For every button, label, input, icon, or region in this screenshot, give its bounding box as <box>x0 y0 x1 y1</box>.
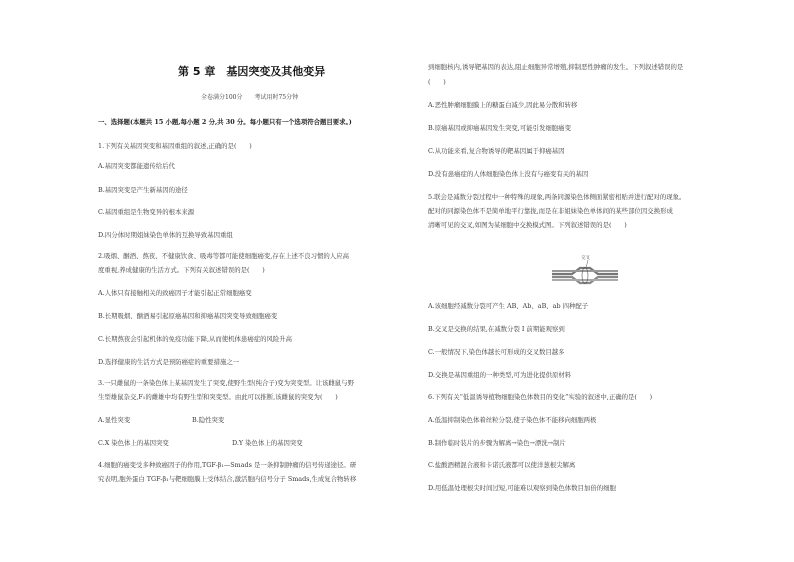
q3-stem-1: 3.一只雌鼠的一条染色体上某基因发生了突变,使野生型(纯合子)变为突变型。让该雌鼠与野 <box>98 379 354 387</box>
q1-option-c: C.基因重组是生物变异的根本来源 <box>98 208 195 216</box>
chiasma-mark <box>582 268 588 284</box>
crossover-diagram <box>550 254 620 298</box>
q3-option-b: B.隐性突变 <box>192 416 225 424</box>
q5-option-b: B.交叉是交换的结果,在减数分裂 Ⅰ 前期能观察到 <box>428 325 565 333</box>
q3-option-c: C.X 染色体上的基因突变 <box>98 439 169 447</box>
q1-option-a: A.基因突变都能遗传给后代 <box>98 162 175 170</box>
q6-option-b: B.制作临时装片的步骤为解离→染色→漂洗→制片 <box>428 439 566 447</box>
q1-option-b: B.基因突变是产生新基因的途径 <box>98 186 188 194</box>
q5-option-d: D.交换是基因重组的一种类型,可为进化提供原材料 <box>428 371 572 379</box>
q5-stem-3: 清晰可见的交叉,如图为某细胞中交换模式图。下列叙述错误的是( ) <box>428 221 627 229</box>
q3-stem-2: 生型雄鼠杂交,F₁的雌雄中均有野生型和突变型。由此可以推断,该雌鼠的突变为( ) <box>98 393 338 401</box>
q1-option-d: D.四分体时期姐妹染色单体的互换导致基因重组 <box>98 231 233 239</box>
q4-stem-1: 4.细胞的癌变受多种致癌因子的作用,TGF-β₁—Smads 是一条抑制肿瘤的信号传递途径。研 <box>98 461 357 469</box>
q5-stem-1: 5.联会是减数分裂过程中一种特殊的现象,两条同源染色体侧面紧密相贴并进行配对的现象。 <box>428 193 686 201</box>
q5-option-a: A.该细胞经减数分裂可产生 AB、Ab、aB、ab 四种配子 <box>428 302 589 310</box>
q5-stem-2: 配对的同源染色体不是简单地平行靠拢,而是在非姐妹染色单体间的某些部位因交换形成 <box>428 207 673 215</box>
section-heading: 一、选择题(本题共 15 小题,每小题 2 分,共 30 分。每小题只有一个选项符合题目要求。) <box>98 118 352 126</box>
exam-meta: 全卷满分100分 考试用时75分钟 <box>201 94 299 101</box>
crossover-figure <box>550 254 620 294</box>
q3-option-a: A.显性突变 <box>98 416 131 424</box>
q1-stem: 1.下列有关基因突变和基因重组的叙述,正确的是( ) <box>98 142 252 150</box>
q3-option-d: D.Y 染色体上的基因突变 <box>232 439 303 447</box>
q6-option-c: C.盐酸酒精混合液和卡诺氏液都可以使洋葱根尖解离 <box>428 461 576 469</box>
q4-option-b: B.原癌基因或抑癌基因发生突变,可能引发细胞癌变 <box>428 124 571 132</box>
q4-option-c: C.从功能来看,复合物诱导的靶基因属于抑癌基因 <box>428 147 565 155</box>
q4-option-a: A.恶性肿瘤细胞膜上的糖蛋白减少,因此易分散和转移 <box>428 101 578 109</box>
q4-option-d: D.没有患癌症的人体细胞染色体上没有与癌变有关的基因 <box>428 170 589 178</box>
q2-option-b: B.长期吸烟、酗酒易引起原癌基因和抑癌基因突变导致细胞癌变 <box>98 312 278 320</box>
q6-stem: 6.下列有关“低温诱导植物细胞染色体数目的变化”实验的叙述中,正确的是( ) <box>428 393 653 401</box>
q4-stem-2: 究表明,胞外蛋白 TGF-β₁与靶细胞膜上受体结合,激活胞内信号分子 Smads,生成复合物转移 <box>98 475 357 483</box>
q2-option-a: A.人体只有接触相关的致癌因子才能引起正常细胞癌变 <box>98 289 252 297</box>
page-title: 第 5 章 基因突变及其他变异 <box>178 65 326 78</box>
q2-option-c: C.长期熬夜会引起机体的免疫功能下降,从而使机体患癌症的风险升高 <box>98 335 293 343</box>
q4-stem-4: ( ) <box>428 78 446 86</box>
q4-stem-3: 到细胞核内,诱导靶基因的表达,阻止细胞异常增殖,抑制恶性肿瘤的发生。下列叙述错误的是 <box>428 63 684 71</box>
label-pointer <box>586 260 588 268</box>
crossover-label: 交叉 <box>581 256 590 261</box>
q2-stem-2: 度重视,养成健康的生活方式。下列有关叙述错误的是( ) <box>98 266 265 274</box>
q2-stem-1: 2.吸烟、酗酒、熬夜、不健康饮食、吸毒等都可能使细胞癌变,存在上述不良习惯的人应高 <box>98 252 349 260</box>
q2-option-d: D.选择健康的生活方式是预防癌症的重要措施之一 <box>98 358 240 366</box>
q6-option-a: A.低温抑制染色体着丝粒分裂,使子染色体不能移向细胞两极 <box>428 416 597 424</box>
q5-option-c: C.一般情况下,染色体越长可形成的交叉数目越多 <box>428 348 565 356</box>
q6-option-d: D.用低温处理根尖时间过短,可能难以观察到染色体数目加倍的细胞 <box>428 484 616 492</box>
